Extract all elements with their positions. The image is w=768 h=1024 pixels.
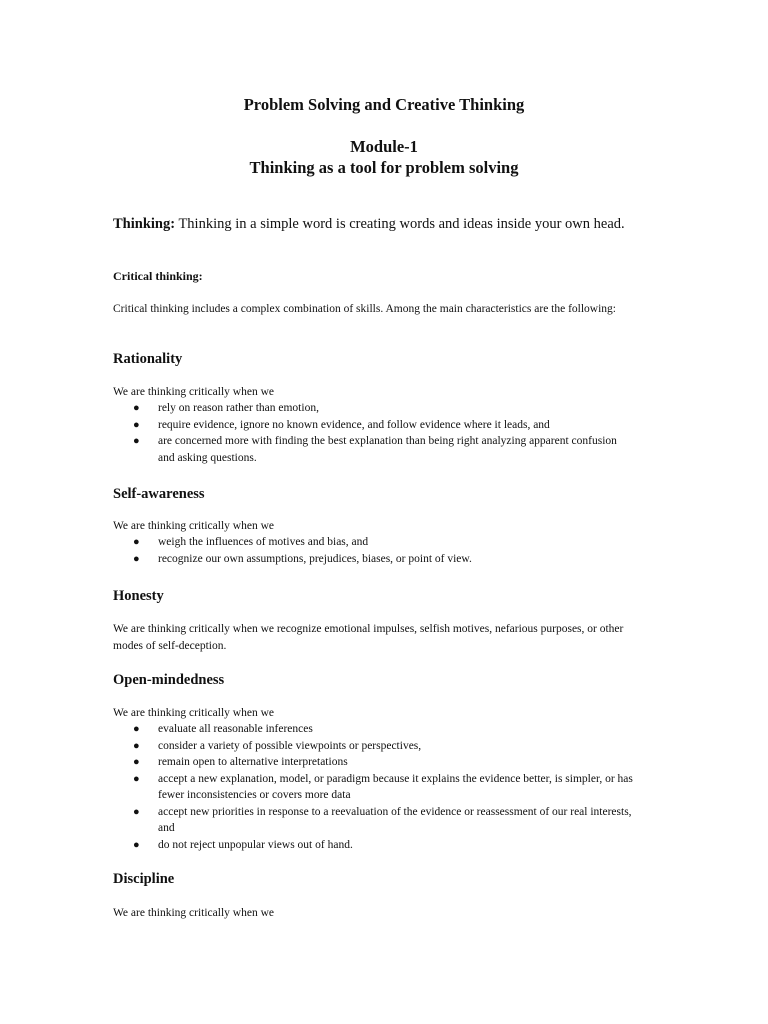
- document-title: Problem Solving and Creative Thinking: [243, 95, 525, 114]
- section-heading-open-mindedness: Open-mindedness: [113, 672, 225, 688]
- bullet-icon: ●: [133, 536, 140, 548]
- bullet-icon: ●: [133, 838, 140, 851]
- bullet-list-self-awareness: [113, 534, 633, 567]
- list-item-text: accept new priorities in response to a reevaluation of the evidence or reassessment of our real interests, and: [158, 805, 632, 834]
- thinking-term: Thinking:: [113, 216, 176, 232]
- list-item-text: remain open to alternative interpretations: [158, 756, 348, 768]
- bullet-icon: ●: [133, 723, 140, 735]
- list-item-text: accept a new explanation, model, or paradigm because it explains the evidence better, is simpler, or has fewer inconsistencies or covers more data: [158, 772, 633, 801]
- section-intro-honesty: We are thinking critically when we recognize emotional impulses, selfish motives, nefarious purposes, or other modes of self-deception.: [113, 623, 624, 652]
- list-item: [113, 837, 633, 854]
- list-item-text: weigh the influences of motives and bias, and: [158, 536, 369, 548]
- list-item-text: consider a variety of possible viewpoints or perspectives,: [158, 739, 422, 752]
- section-heading-self-awareness: Self-awareness: [113, 486, 205, 502]
- list-item-text: recognize our own assumptions, prejudices, biases, or point of view.: [158, 552, 472, 565]
- list-item: [113, 433, 633, 466]
- list-item: [113, 417, 633, 434]
- section-intro-rationality: We are thinking critically when we: [113, 386, 274, 398]
- critical-thinking-heading: Critical thinking:: [113, 269, 203, 283]
- module-subtitle: Thinking as a tool for problem solving: [249, 158, 519, 177]
- list-item-text: do not reject unpopular views out of hand.: [158, 838, 353, 851]
- bullet-icon: ●: [133, 418, 140, 431]
- list-item-text: evaluate all reasonable inferences: [158, 723, 313, 735]
- bullet-icon: ●: [133, 805, 140, 818]
- bullet-list-rationality: [113, 400, 633, 466]
- bullet-icon: ●: [133, 552, 140, 565]
- list-item: [113, 721, 633, 738]
- section-intro-open-mindedness: We are thinking critically when we: [113, 707, 274, 719]
- list-item: [113, 534, 633, 551]
- bullet-icon: ●: [133, 435, 140, 447]
- section-heading-discipline: Discipline: [113, 871, 175, 887]
- list-item-text: require evidence, ignore no known evidence, and follow evidence where it leads, and: [158, 418, 550, 431]
- bullet-list-open-mindedness: [113, 721, 633, 853]
- list-item-text: are concerned more with finding the best explanation than being right analyzing apparent confusion and asking questions.: [158, 435, 617, 464]
- bullet-icon: ●: [133, 756, 140, 768]
- section-heading-rationality: Rationality: [113, 351, 183, 367]
- list-item: [113, 738, 633, 755]
- thinking-definition-text: Thinking in a simple word is creating words and ideas inside your own head.: [175, 216, 625, 232]
- list-item: [113, 551, 633, 568]
- thinking-definition: [113, 215, 625, 233]
- bullet-icon: ●: [133, 402, 140, 414]
- list-item: [113, 754, 633, 771]
- bullet-icon: ●: [133, 772, 140, 785]
- critical-thinking-intro: Critical thinking includes a complex combination of skills. Among the main characteristics are the following:: [113, 303, 617, 315]
- section-intro-discipline: We are thinking critically when we: [113, 907, 274, 919]
- list-item: [113, 771, 633, 804]
- list-item-text: rely on reason rather than emotion,: [158, 402, 319, 414]
- section-heading-honesty: Honesty: [113, 588, 164, 604]
- module-number: Module-1: [350, 137, 418, 156]
- bullet-icon: ●: [133, 739, 140, 752]
- section-intro-self-awareness: We are thinking critically when we: [113, 520, 274, 532]
- list-item: [113, 804, 633, 837]
- list-item: [113, 400, 633, 417]
